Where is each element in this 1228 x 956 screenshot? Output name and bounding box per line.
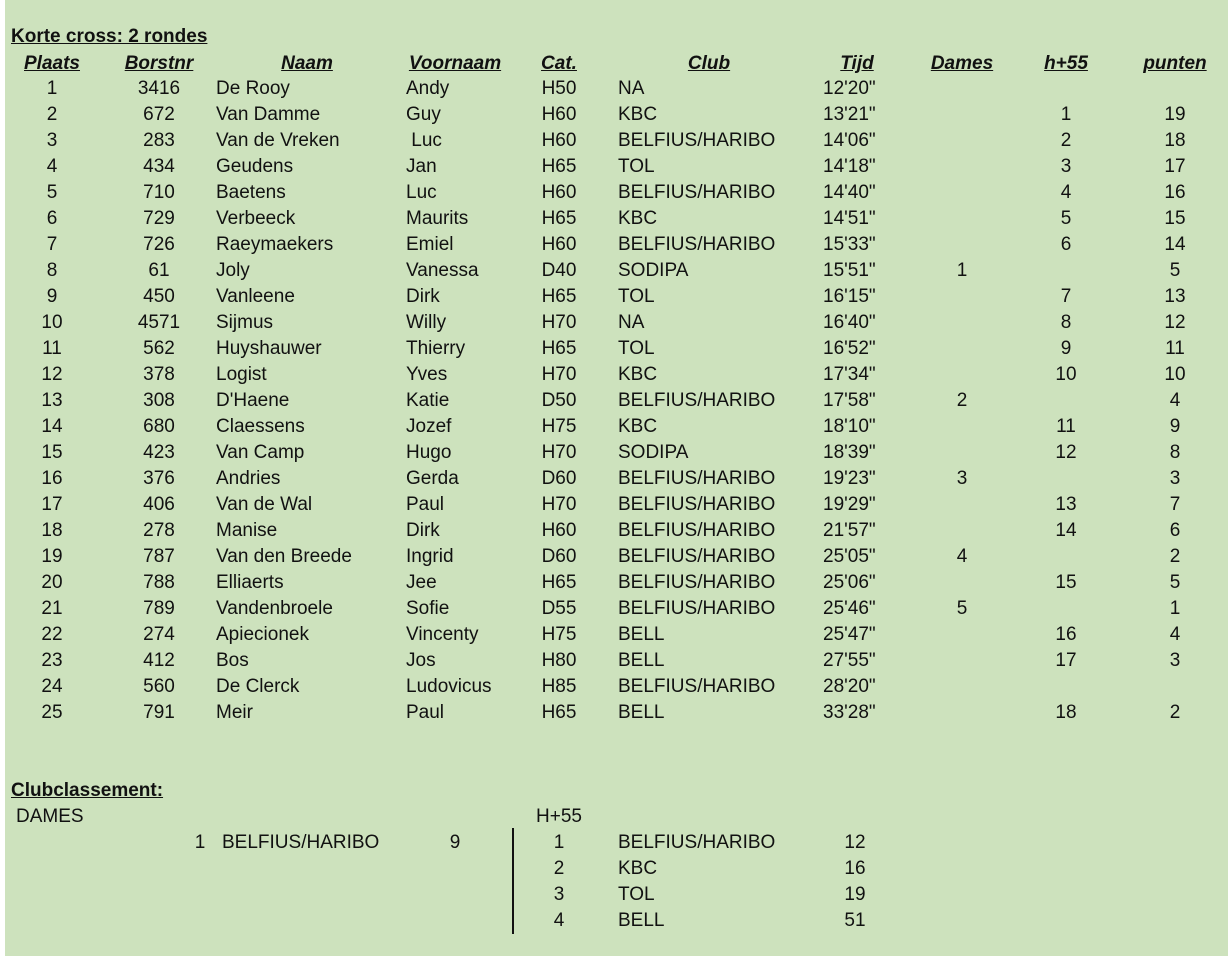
cell-borstnr: 278 xyxy=(143,520,175,541)
h55-points: 12 xyxy=(844,832,866,853)
cell-cat: H65 xyxy=(541,572,577,593)
page-title: Korte cross: 2 rondes xyxy=(11,26,208,47)
cell-punten xyxy=(1129,674,1221,700)
cell-tijd: 15'51" xyxy=(823,260,876,281)
cell-club: BELFIUS/HARIBO xyxy=(618,390,776,411)
cell-dames xyxy=(917,700,1007,726)
h55-rank: 1 xyxy=(553,832,565,853)
cell-h55: 14 xyxy=(1055,520,1077,541)
cell-cat: H85 xyxy=(541,676,577,697)
cell-naam: Van Camp xyxy=(216,442,305,463)
cell-borstnr: 788 xyxy=(143,572,175,593)
cell-punten: 6 xyxy=(1169,520,1181,541)
dames-points: 9 xyxy=(449,832,461,853)
cell-voornaam: Emiel xyxy=(406,234,454,255)
cell-h55: 3 xyxy=(1060,156,1072,177)
cell-h55: 18 xyxy=(1055,702,1077,723)
cell-dames xyxy=(917,154,1007,180)
cell-borstnr: 423 xyxy=(143,442,175,463)
cell-tijd: 19'23" xyxy=(823,468,876,489)
cell-borstnr: 61 xyxy=(148,260,170,281)
cell-club: BELFIUS/HARIBO xyxy=(618,130,776,151)
cell-cat: H60 xyxy=(541,182,577,203)
cell-tijd: 21'57" xyxy=(823,520,876,541)
cell-punten: 13 xyxy=(1164,286,1186,307)
cell-borstnr: 789 xyxy=(143,598,175,619)
cell-dames xyxy=(917,674,1007,700)
cell-tijd: 17'58" xyxy=(823,390,876,411)
cell-tijd: 14'40" xyxy=(823,182,876,203)
cell-club: SODIPA xyxy=(618,442,689,463)
cell-h55 xyxy=(1031,466,1101,492)
cell-h55: 16 xyxy=(1055,624,1077,645)
cell-tijd: 25'06" xyxy=(823,572,876,593)
cell-plaats: 2 xyxy=(46,104,58,125)
cell-voornaam: Andy xyxy=(406,78,450,99)
cell-club: NA xyxy=(618,312,645,333)
dames-label: DAMES xyxy=(16,806,84,827)
cell-h55: 2 xyxy=(1060,130,1072,151)
cell-voornaam: Thierry xyxy=(406,338,466,359)
cell-club: BELL xyxy=(618,702,665,723)
cell-punten: 11 xyxy=(1165,338,1185,359)
cell-naam: Manise xyxy=(216,520,278,541)
cell-tijd: 18'10" xyxy=(823,416,876,437)
cell-borstnr: 791 xyxy=(143,702,175,723)
cell-naam: Van Damme xyxy=(216,104,321,125)
cell-cat: D55 xyxy=(541,598,577,619)
cell-plaats: 19 xyxy=(41,546,63,567)
cell-naam: Logist xyxy=(216,364,267,385)
cell-cat: D60 xyxy=(541,546,577,567)
cell-club: KBC xyxy=(618,416,658,437)
cell-punten: 16 xyxy=(1164,182,1186,203)
cell-naam: Elliaerts xyxy=(216,572,284,593)
cell-dames: 2 xyxy=(956,390,968,411)
cell-borstnr: 274 xyxy=(143,624,175,645)
cell-naam: Andries xyxy=(216,468,281,489)
cell-punten: 3 xyxy=(1169,468,1181,489)
cell-punten: 5 xyxy=(1169,260,1181,281)
dames-rank: 1 xyxy=(194,832,206,853)
cell-h55 xyxy=(1031,596,1101,622)
cell-naam: Raeymaekers xyxy=(216,234,334,255)
cell-h55: 9 xyxy=(1060,338,1072,359)
cell-cat: H65 xyxy=(541,208,577,229)
cell-plaats: 15 xyxy=(41,442,63,463)
cell-voornaam: Ludovicus xyxy=(406,676,492,697)
cell-dames: 5 xyxy=(956,598,968,619)
cell-punten: 1 xyxy=(1169,598,1181,619)
cell-club: BELFIUS/HARIBO xyxy=(618,494,776,515)
cell-club: BELFIUS/HARIBO xyxy=(618,546,776,567)
cell-h55: 12 xyxy=(1055,442,1077,463)
cell-dames xyxy=(917,362,1007,388)
cell-voornaam: Dirk xyxy=(406,286,440,307)
cell-dames: 4 xyxy=(956,546,968,567)
cell-dames xyxy=(917,622,1007,648)
cell-cat: H60 xyxy=(541,234,577,255)
cell-tijd: 16'52" xyxy=(823,338,876,359)
header-punten: punten xyxy=(1143,53,1207,74)
cell-borstnr: 680 xyxy=(143,416,175,437)
column-divider xyxy=(512,828,514,934)
cell-dames xyxy=(917,76,1007,102)
cell-h55 xyxy=(1031,76,1101,102)
cell-naam: Baetens xyxy=(216,182,286,203)
h55-points: 16 xyxy=(844,858,866,879)
cell-naam: De Rooy xyxy=(216,78,290,99)
cell-plaats: 3 xyxy=(46,130,58,151)
h55-rank: 2 xyxy=(553,858,565,879)
cell-cat: D40 xyxy=(541,260,577,281)
cell-naam: Vanleene xyxy=(216,286,295,307)
cell-cat: H75 xyxy=(541,416,577,437)
cell-punten: 4 xyxy=(1169,624,1181,645)
cell-voornaam: Vincenty xyxy=(406,624,479,645)
cell-punten: 15 xyxy=(1164,208,1186,229)
cell-dames xyxy=(917,180,1007,206)
cell-plaats: 1 xyxy=(46,78,58,99)
cell-punten: 7 xyxy=(1169,494,1181,515)
cell-dames xyxy=(917,440,1007,466)
cell-voornaam: Dirk xyxy=(406,520,440,541)
cell-h55 xyxy=(1031,258,1101,284)
header-naam: Naam xyxy=(281,53,333,74)
h55-points: 19 xyxy=(844,884,866,905)
cell-tijd: 25'46" xyxy=(823,598,876,619)
cell-h55: 15 xyxy=(1055,572,1077,593)
header-plaats: Plaats xyxy=(24,53,80,74)
cell-voornaam: Paul xyxy=(406,494,445,515)
cell-voornaam: Vanessa xyxy=(406,260,479,281)
cell-club: BELFIUS/HARIBO xyxy=(618,468,776,489)
cell-naam: Van den Breede xyxy=(216,546,352,567)
cell-naam: D'Haene xyxy=(216,390,290,411)
cell-h55: 1 xyxy=(1060,104,1072,125)
cell-borstnr: 729 xyxy=(143,208,175,229)
cell-plaats: 6 xyxy=(46,208,58,229)
cell-dames xyxy=(917,232,1007,258)
cell-voornaam: Maurits xyxy=(406,208,469,229)
cell-punten: 12 xyxy=(1164,312,1186,333)
cell-tijd: 13'21" xyxy=(823,104,876,125)
cell-voornaam: Guy xyxy=(406,104,441,125)
cell-naam: Meir xyxy=(216,702,253,723)
cell-club: BELL xyxy=(618,624,665,645)
cell-punten: 3 xyxy=(1169,650,1181,671)
cell-cat: H65 xyxy=(541,338,577,359)
cell-borstnr: 3416 xyxy=(137,78,181,99)
cell-dames xyxy=(917,492,1007,518)
h55-club: KBC xyxy=(618,858,658,879)
cell-dames xyxy=(917,570,1007,596)
cell-h55: 6 xyxy=(1060,234,1072,255)
cell-dames xyxy=(917,128,1007,154)
cell-dames xyxy=(917,648,1007,674)
cell-naam: Van de Wal xyxy=(216,494,313,515)
cell-naam: Geudens xyxy=(216,156,294,177)
cell-plaats: 4 xyxy=(46,156,58,177)
cell-naam: Vandenbroele xyxy=(216,598,333,619)
cell-tijd: 14'51" xyxy=(823,208,876,229)
cell-h55: 13 xyxy=(1055,494,1077,515)
dames-club: BELFIUS/HARIBO xyxy=(222,832,380,853)
cell-punten xyxy=(1129,76,1221,102)
cell-dames: 3 xyxy=(956,468,968,489)
cell-tijd: 16'40" xyxy=(823,312,876,333)
cell-borstnr: 672 xyxy=(143,104,175,125)
cell-naam: Van de Vreken xyxy=(216,130,340,151)
h55-rank: 3 xyxy=(553,884,565,905)
cell-borstnr: 4571 xyxy=(137,312,181,333)
cell-borstnr: 787 xyxy=(143,546,175,567)
cell-naam: Sijmus xyxy=(216,312,274,333)
cell-borstnr: 376 xyxy=(143,468,175,489)
cell-plaats: 22 xyxy=(41,624,63,645)
cell-voornaam: Luc xyxy=(406,182,437,203)
cell-cat: H50 xyxy=(541,78,577,99)
header-tijd: Tijd xyxy=(840,53,874,74)
cell-borstnr: 710 xyxy=(143,182,175,203)
header-dames: Dames xyxy=(930,53,994,74)
cell-tijd: 25'05" xyxy=(823,546,876,567)
cell-voornaam: Jozef xyxy=(406,416,452,437)
cell-voornaam: Yves xyxy=(406,364,448,385)
cell-club: SODIPA xyxy=(618,260,689,281)
cell-cat: H70 xyxy=(541,442,577,463)
cell-club: TOL xyxy=(618,156,655,177)
cell-plaats: 9 xyxy=(46,286,58,307)
cell-club: TOL xyxy=(618,286,655,307)
cell-club: KBC xyxy=(618,104,658,125)
cell-punten: 19 xyxy=(1164,104,1186,125)
cell-borstnr: 283 xyxy=(143,130,175,151)
cell-punten: 14 xyxy=(1164,234,1186,255)
cell-cat: H65 xyxy=(541,702,577,723)
cell-punten: 8 xyxy=(1169,442,1181,463)
cell-voornaam: Jan xyxy=(406,156,437,177)
cell-borstnr: 434 xyxy=(143,156,175,177)
cell-naam: Apiecionek xyxy=(216,624,309,645)
cell-h55 xyxy=(1031,674,1101,700)
cell-plaats: 8 xyxy=(46,260,58,281)
cell-borstnr: 562 xyxy=(143,338,175,359)
cell-cat: H65 xyxy=(541,156,577,177)
cell-tijd: 14'06" xyxy=(823,130,876,151)
cell-voornaam: Willy xyxy=(406,312,447,333)
cell-club: BELL xyxy=(618,650,665,671)
cell-voornaam: Luc xyxy=(406,130,442,151)
cell-punten: 5 xyxy=(1169,572,1181,593)
cell-plaats: 25 xyxy=(41,702,63,723)
cell-plaats: 17 xyxy=(41,494,63,515)
header-voornaam: Voornaam xyxy=(408,53,502,74)
cell-punten: 2 xyxy=(1169,702,1181,723)
cell-plaats: 21 xyxy=(41,598,63,619)
cell-cat: H75 xyxy=(541,624,577,645)
cell-tijd: 28'20" xyxy=(823,676,876,697)
cell-punten: 10 xyxy=(1164,364,1186,385)
cell-plaats: 13 xyxy=(41,390,63,411)
cell-borstnr: 560 xyxy=(143,676,175,697)
h55-rank: 4 xyxy=(553,910,565,931)
cell-punten: 2 xyxy=(1169,546,1181,567)
cell-tijd: 19'29" xyxy=(823,494,876,515)
cell-h55: 7 xyxy=(1060,286,1072,307)
cell-cat: H70 xyxy=(541,312,577,333)
cell-cat: H60 xyxy=(541,520,577,541)
cell-borstnr: 406 xyxy=(143,494,175,515)
cell-club: BELFIUS/HARIBO xyxy=(618,676,776,697)
cell-club: TOL xyxy=(618,338,655,359)
cell-club: BELFIUS/HARIBO xyxy=(618,572,776,593)
cell-cat: H70 xyxy=(541,494,577,515)
cell-tijd: 17'34" xyxy=(823,364,876,385)
cell-borstnr: 412 xyxy=(143,650,175,671)
h55-points: 51 xyxy=(844,910,866,931)
cell-plaats: 5 xyxy=(46,182,58,203)
cell-borstnr: 450 xyxy=(143,286,175,307)
cell-cat: D60 xyxy=(541,468,577,489)
cell-dames xyxy=(917,310,1007,336)
cell-cat: H60 xyxy=(541,104,577,125)
cell-tijd: 25'47" xyxy=(823,624,876,645)
cell-tijd: 18'39" xyxy=(823,442,876,463)
cell-punten: 17 xyxy=(1164,156,1186,177)
cell-cat: H65 xyxy=(541,286,577,307)
cell-borstnr: 308 xyxy=(143,390,175,411)
header-borstnr: Borstnr xyxy=(124,53,194,74)
cell-cat: H80 xyxy=(541,650,577,671)
cell-punten: 9 xyxy=(1169,416,1181,437)
cell-borstnr: 726 xyxy=(143,234,175,255)
cell-h55: 10 xyxy=(1055,364,1077,385)
cell-voornaam: Sofie xyxy=(406,598,450,619)
cell-voornaam: Ingrid xyxy=(406,546,454,567)
cell-tijd: 16'15" xyxy=(823,286,876,307)
cell-club: BELFIUS/HARIBO xyxy=(618,520,776,541)
cell-naam: Huyshauwer xyxy=(216,338,322,359)
cell-h55 xyxy=(1031,388,1101,414)
cell-plaats: 11 xyxy=(42,338,62,359)
cell-naam: Verbeeck xyxy=(216,208,296,229)
cell-dames: 1 xyxy=(956,260,968,281)
cell-voornaam: Jee xyxy=(406,572,437,593)
cell-plaats: 10 xyxy=(41,312,63,333)
cell-cat: H70 xyxy=(541,364,577,385)
header-h55: h+55 xyxy=(1044,53,1088,74)
cell-dames xyxy=(917,284,1007,310)
cell-borstnr: 378 xyxy=(143,364,175,385)
cell-h55: 4 xyxy=(1060,182,1072,203)
cell-club: KBC xyxy=(618,208,658,229)
cell-voornaam: Hugo xyxy=(406,442,452,463)
h55-club: BELFIUS/HARIBO xyxy=(618,832,776,853)
cell-naam: Joly xyxy=(216,260,250,281)
cell-h55: 17 xyxy=(1055,650,1077,671)
cell-h55: 11 xyxy=(1056,416,1076,437)
header-club: Club xyxy=(687,53,731,74)
cell-dames xyxy=(917,336,1007,362)
cell-h55 xyxy=(1031,544,1101,570)
cell-plaats: 14 xyxy=(41,416,63,437)
cell-club: BELFIUS/HARIBO xyxy=(618,598,776,619)
cell-tijd: 14'18" xyxy=(823,156,876,177)
header-cat: Cat. xyxy=(541,53,577,74)
cell-tijd: 12'20" xyxy=(823,78,876,99)
cell-punten: 4 xyxy=(1169,390,1181,411)
cell-h55: 5 xyxy=(1060,208,1072,229)
cell-tijd: 33'28" xyxy=(823,702,876,723)
cell-naam: Bos xyxy=(216,650,249,671)
cell-dames xyxy=(917,518,1007,544)
cell-voornaam: Katie xyxy=(406,390,450,411)
cell-tijd: 27'55" xyxy=(823,650,876,671)
cell-club: KBC xyxy=(618,364,658,385)
cell-dames xyxy=(917,206,1007,232)
cell-plaats: 24 xyxy=(41,676,63,697)
cell-plaats: 20 xyxy=(41,572,63,593)
cell-plaats: 18 xyxy=(41,520,63,541)
cell-dames xyxy=(917,414,1007,440)
spreadsheet-area xyxy=(5,0,1228,956)
h55-label: H+55 xyxy=(536,806,582,827)
cell-voornaam: Paul xyxy=(406,702,445,723)
cell-naam: Claessens xyxy=(216,416,305,437)
clubclassement-title: Clubclassement: xyxy=(11,780,164,801)
cell-voornaam: Gerda xyxy=(406,468,459,489)
h55-club: TOL xyxy=(618,884,655,905)
cell-cat: D50 xyxy=(541,390,577,411)
cell-h55: 8 xyxy=(1060,312,1072,333)
cell-plaats: 7 xyxy=(46,234,58,255)
cell-dames xyxy=(917,102,1007,128)
cell-tijd: 15'33" xyxy=(823,234,876,255)
cell-plaats: 23 xyxy=(41,650,63,671)
cell-club: BELFIUS/HARIBO xyxy=(618,234,776,255)
cell-punten: 18 xyxy=(1164,130,1186,151)
cell-voornaam: Jos xyxy=(406,650,436,671)
cell-plaats: 12 xyxy=(41,364,63,385)
cell-naam: De Clerck xyxy=(216,676,300,697)
cell-club: BELFIUS/HARIBO xyxy=(618,182,776,203)
cell-cat: H60 xyxy=(541,130,577,151)
h55-club: BELL xyxy=(618,910,665,931)
cell-club: NA xyxy=(618,78,645,99)
cell-plaats: 16 xyxy=(41,468,63,489)
